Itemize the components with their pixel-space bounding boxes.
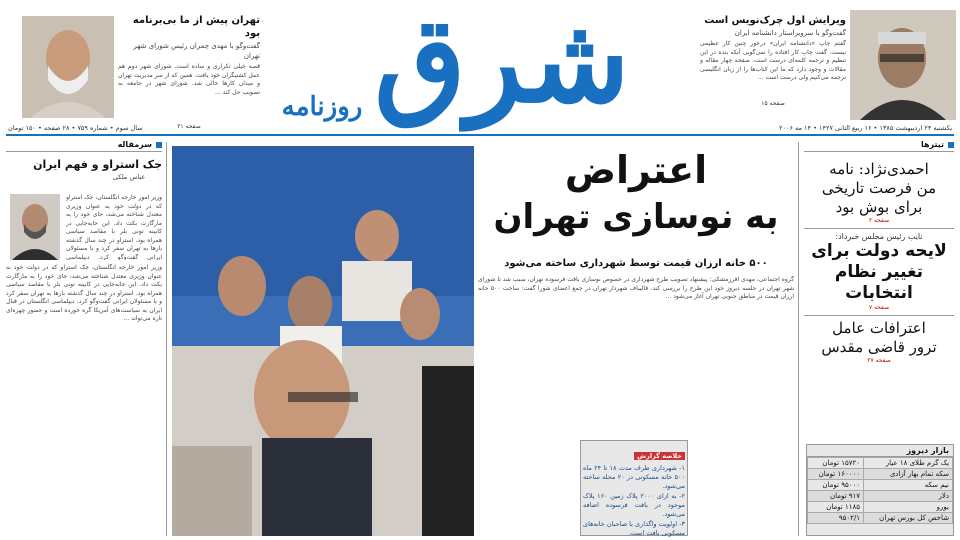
opinion-body: وزیر امور خارجه انگلستان، جک استراو که در دولت خود به عنوان وزیری معتدل شناخته می‌شد، جای خود را به مارگارت بکت داد. این جابه‌جایی در کابینه تونی بلر با مقاصد سیاسی همراه بود. استراو در چند سال گذشته بارها به تهران سفر کرد و با مسئولان ایرانی گفت‌وگو کرد. دیپلماسی [66, 194, 162, 260]
opinion-body-cont: وزیر امور خارجه انگلستان، جک استراو که در دولت خود به عنوان وزیری معتدل شناخته می‌شد، جای خود را به مارگارت بکت داد. این جابه‌جایی در کابینه تونی بلر با مقاصد سیاسی همراه بود. استراو در چند سال گذشته بارها به تهران سفر کرد و با مسئولان ایرانی گفت‌وگو کرد. دیپلماسی انگلستان در قبال ایران به سیاست‌های آمریکا گره خورده است و حضور چهره‌ای تازه می‌تواند ... [6, 264, 162, 322]
market-value: ۹۱۷ تومان [808, 491, 864, 502]
top-left-photo [22, 16, 114, 118]
market-value: ۱۵۷۲۰ تومان [808, 458, 864, 469]
market-box [806, 444, 954, 536]
sidebar-item-page: صفحه ۲۷ [867, 357, 891, 364]
table-row [808, 513, 953, 524]
sidebar-right [804, 140, 954, 440]
market-label: یورو [864, 502, 953, 513]
sidebar-item-page: صفحه ۲ [868, 217, 890, 224]
sidebar-sep [804, 228, 954, 229]
headline-line-2: به نوسازی تهران [493, 197, 779, 237]
opinion-bullet-icon [156, 142, 162, 148]
sidebar-item-title: اعترافات عامل ترور قاضی مقدس [821, 319, 937, 356]
top-right-title: ویرایش اول چرک‌نویس است [704, 15, 846, 26]
top-right-photo [850, 10, 956, 120]
sidebar-item-2[interactable] [804, 232, 954, 312]
opinion-section: سرمقاله [117, 140, 152, 149]
market-title: بازار دیروز [807, 445, 953, 457]
top-left-title: تهران پیش از ما بی‌برنامه بود [132, 15, 260, 39]
sidebar-item-kicker: نایب رئیس مجلس خبرداد: [835, 232, 923, 241]
market-label: دلار [864, 491, 953, 502]
sidebar-divider [798, 142, 799, 536]
table-row [808, 480, 953, 491]
opinion-author: عباس ملکی [112, 173, 146, 181]
market-value: ۱۱۸۵ تومان [808, 502, 864, 513]
summary-item: ۲- به ازای ۲۰۰۰ پلاک زمین ۱۶۰ پلاک موجود در بافت فرسوده اضافه می‌شود. [583, 492, 685, 518]
sidebar-label: تیترها [920, 140, 944, 149]
market-label: یک گرم طلای ۱۸ عیار [864, 458, 953, 469]
market-table [807, 457, 953, 524]
table-row [808, 458, 953, 469]
top-right-teaser[interactable] [700, 14, 846, 118]
market-value: ۹۵۰۰۰ تومان [808, 480, 864, 491]
dateline-left: سال سوم • شماره ۷۵۹ • ۲۸ صفحه • ۱۵۰ تومان [8, 124, 143, 132]
main-photo [172, 146, 474, 536]
market-value: ۹۵۰۲/۱ [808, 513, 864, 524]
opinion-column[interactable] [6, 140, 162, 536]
sidebar-bullet-icon [948, 142, 954, 148]
table-row [808, 491, 953, 502]
opinion-divider [166, 142, 167, 536]
top-left-teaser[interactable] [118, 14, 260, 130]
opinion-author-photo [10, 194, 60, 260]
main-headline[interactable] [478, 146, 794, 256]
sidebar-item-page: صفحه ۷ [868, 304, 890, 311]
sidebar-item-title: احمدی‌نژاد: نامه من فرصت تاریخی برای بوش بود [821, 160, 937, 216]
market-label: شاخص کل بورس تهران [864, 513, 953, 524]
table-row [808, 502, 953, 513]
top-left-page: صفحه ۲۱ [177, 123, 201, 130]
summary-item: ۳- اولویت واگذاری با صاحبان خانه‌های مسکونی بافت است. [583, 520, 685, 537]
summary-item: ۱- شهرداری طرف مدت ۱۸ تا ۲۴ ماه ۵۰۰ خانه مسکونی در ۲۰ محله ساخته می‌شود. [583, 464, 685, 490]
sidebar-item-title: لایحه دولت برای تغییر نظام انتخابات [811, 241, 947, 303]
masthead [272, 0, 692, 136]
opinion-title: جک استراو و فهم ایران [33, 158, 162, 171]
table-row [808, 469, 953, 480]
main-story-body: گروه اجتماعی، مهدی افرزمشکی: پیشنهاد تصویب طرح شهرداری در خصوص نوسازی بافت فرسوده تهران، سبب شد تا شورای شهر تهران در جلسه دیروز خود این طرح را بررسی کند. قالیباف شهردار تهران در جمع اعضای شورا گفت: ساخت ۵۰۰ خانه ارزان قیمت در مناطق جنوبی تهران آغاز می‌شود ... [478, 276, 794, 300]
market-label: نیم سکه [864, 480, 953, 491]
sidebar-sep [804, 315, 954, 316]
main-subhead: ۵۰۰ خانه ارزان قیمت توسط شهرداری ساخته می‌شود [504, 258, 768, 269]
top-right-page: صفحه ۱۵ [761, 100, 785, 107]
top-right-subtitle: گفت‌وگو با سرویراستار دانشنامه ایران [734, 29, 846, 37]
top-left-body: قصه خیلی تکراری و ساده است. شورای شهر دوم هم عمل کشتیگران خود یافت. همین که از سر مدیریت تهران و میدان کارها خالی شد. شورای شهر در جامعه به تصویب حل کند ... [118, 63, 260, 96]
dateline-rule [6, 134, 954, 136]
market-label: سکه تمام بهار آزادی [864, 469, 953, 480]
headline-line-1: اعتراض [564, 148, 708, 192]
top-left-subtitle: گفت‌وگو با مهدی چمران رئیس شورای شهر تهران [133, 42, 260, 60]
dateline-right: یکشنبه ۲۴ اردیبهشت ۱۳۸۵ • ۱۶ ربیع الثانی ۱۴۲۷ • ۱۴ مه ۲۰۰۶ [778, 124, 952, 132]
summary-label: خلاصه گزارش [634, 452, 685, 460]
top-right-body: گفتم چاپ «دانشنامه ایران» درخور چنین کار عظیمی نیست. گفت چاپ کار افتاده را نمی‌گویی آنکه بنده در این تنظیم و ترجمه کلمه‌ای درست است. صفحه چهار مقاله و مقالات و وجود دارد که ما این کتاب‌ها را از زبان انگلیسی ترجمه می‌کنیم ولی درست است ... [700, 40, 846, 81]
market-value: ۱۶۰۰۰۰ تومان [808, 469, 864, 480]
summary-box [580, 440, 688, 536]
sidebar-item-1[interactable] [804, 160, 954, 225]
sidebar-item-3[interactable] [804, 319, 954, 365]
masthead-sub: روزنامه [281, 92, 363, 122]
masthead-logo: شرق [374, 0, 630, 129]
